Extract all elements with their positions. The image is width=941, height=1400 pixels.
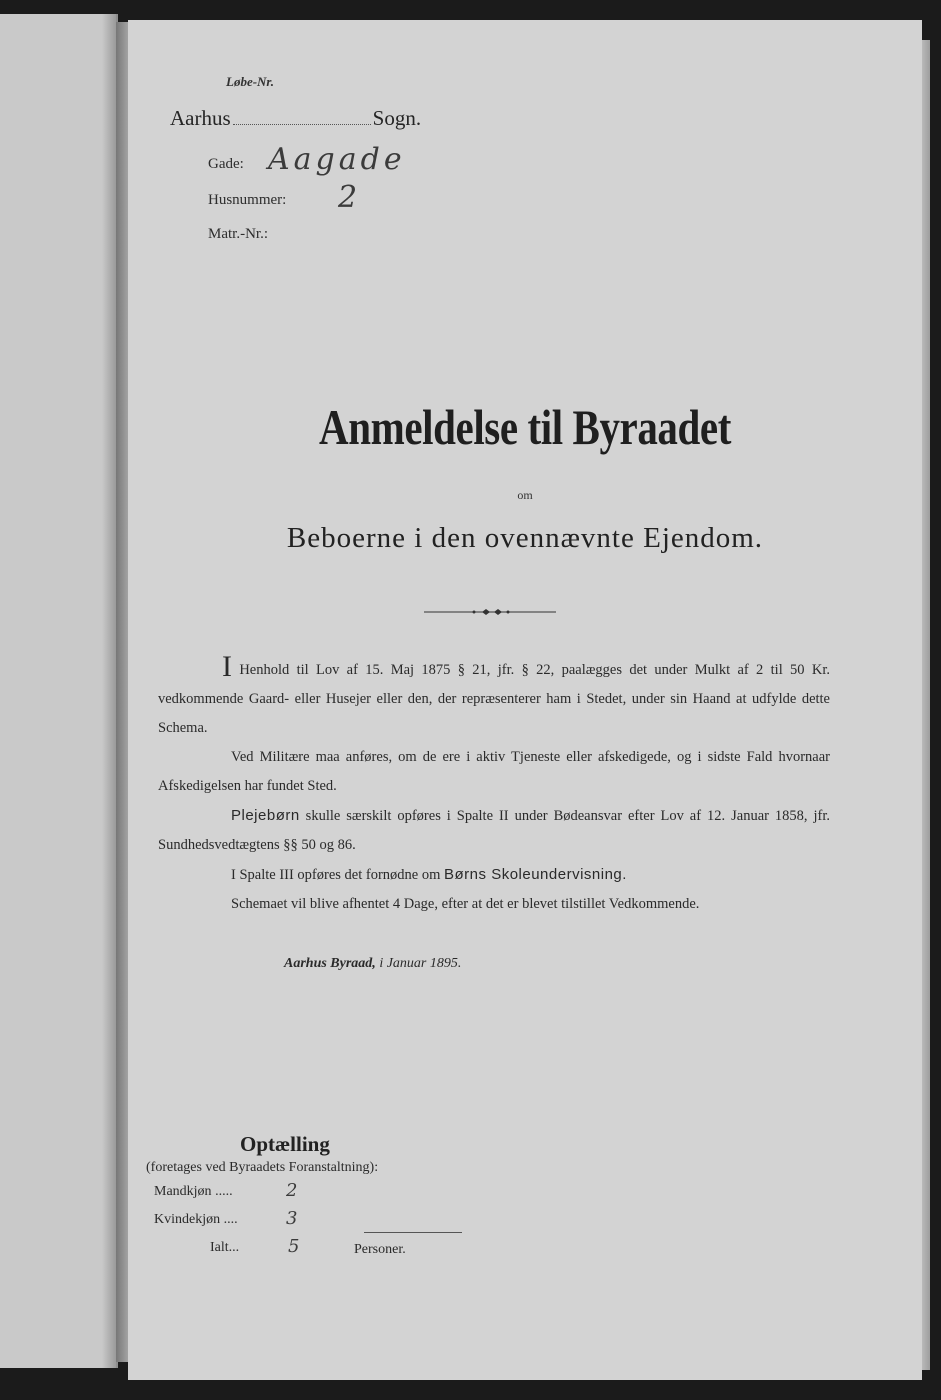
lobe-nr-label: Løbe-Nr. <box>226 74 275 89</box>
mandkjon-dots: ..... <box>215 1184 233 1199</box>
city-name: Aarhus <box>170 106 231 130</box>
date-line <box>284 956 461 972</box>
mandkjon-value: 2 <box>286 1180 298 1201</box>
authority-name: Aarhus Byraad, <box>284 956 376 971</box>
page-fold-shadow <box>102 14 116 1368</box>
ialt-row <box>210 1240 239 1256</box>
kvindekjon-value: 3 <box>286 1208 298 1229</box>
mandkjon-label: Mandkjøn <box>154 1184 212 1199</box>
kvindekjon-dots: .... <box>223 1212 238 1227</box>
parish-blank <box>233 123 371 125</box>
gade-handwritten-value: Aagade <box>268 142 406 177</box>
paragraph-1 <box>158 650 830 743</box>
husnummer-handwritten-value: 2 <box>338 180 358 215</box>
skoleundervisning-term: Børns Skoleundervisning. <box>444 866 627 883</box>
instructions-text <box>158 650 831 919</box>
parish-line <box>170 106 421 131</box>
kvindekjon-label: Kvindekjøn <box>154 1212 221 1227</box>
issue-date: i Januar 1895. <box>379 956 462 971</box>
gade-label: Gade: <box>208 156 244 172</box>
paragraph-3-text: skulle særskilt opføres i Spalte II under Bødeansvar efter Lov af 12. Januar 1858, jfr. Sundhedsvedtægtens §§ 50 og 86. <box>158 808 831 853</box>
ornament-divider <box>424 604 556 620</box>
mandkjon-row <box>154 1184 233 1200</box>
ialt-dots: ... <box>228 1240 240 1255</box>
subtitle-om: om <box>517 488 533 502</box>
document-title: Anmeldelse til Byraadet <box>319 399 731 455</box>
document-page <box>128 20 922 1380</box>
sum-rule <box>364 1232 462 1233</box>
paragraph-2: Ved Militære maa anføres, om de ere i aktiv Tjeneste eller afskedigede, og i sidste Fald hvornaar Afskedigelsen har fundet Sted. <box>158 749 830 794</box>
ialt-value: 5 <box>288 1236 300 1257</box>
matr-nr-label: Matr.-Nr.: <box>208 226 268 242</box>
paragraph-5: Schemaet vil blive afhentet 4 Dage, efter at det er blevet tilstillet Vedkommende. <box>231 896 700 912</box>
personer-label: Personer. <box>354 1242 406 1257</box>
paragraph-3 <box>158 801 830 860</box>
husnummer-label: Husnummer: <box>208 192 287 208</box>
kvindekjon-row <box>154 1212 238 1228</box>
sogn-label: Sogn. <box>372 106 422 130</box>
paragraph-4 <box>158 860 830 890</box>
paragraph-1-text: Henhold til Lov af 15. Maj 1875 § 21, jfr. § 22, paalægges det under Mulkt af 2 til 50 Kr. vedkommende Gaard- eller Husejer eller den, der repræsenterer ham i Stedet, under sin Haand at udfylde dette Schema. <box>158 662 830 736</box>
count-subtitle: (foretages ved Byraadets Foranstaltning): <box>146 1160 379 1175</box>
ialt-label: Ialt <box>210 1240 229 1255</box>
count-title: Optælling <box>240 1132 330 1156</box>
document-subtitle: Beboerne i den ovennævnte Ejendom. <box>286 522 764 554</box>
plejeborn-term: Plejebørn <box>231 807 300 824</box>
drop-initial: I <box>222 650 232 683</box>
left-facing-page <box>0 14 118 1368</box>
paragraph-4-text: I Spalte III opføres det fornødne om <box>231 867 441 883</box>
